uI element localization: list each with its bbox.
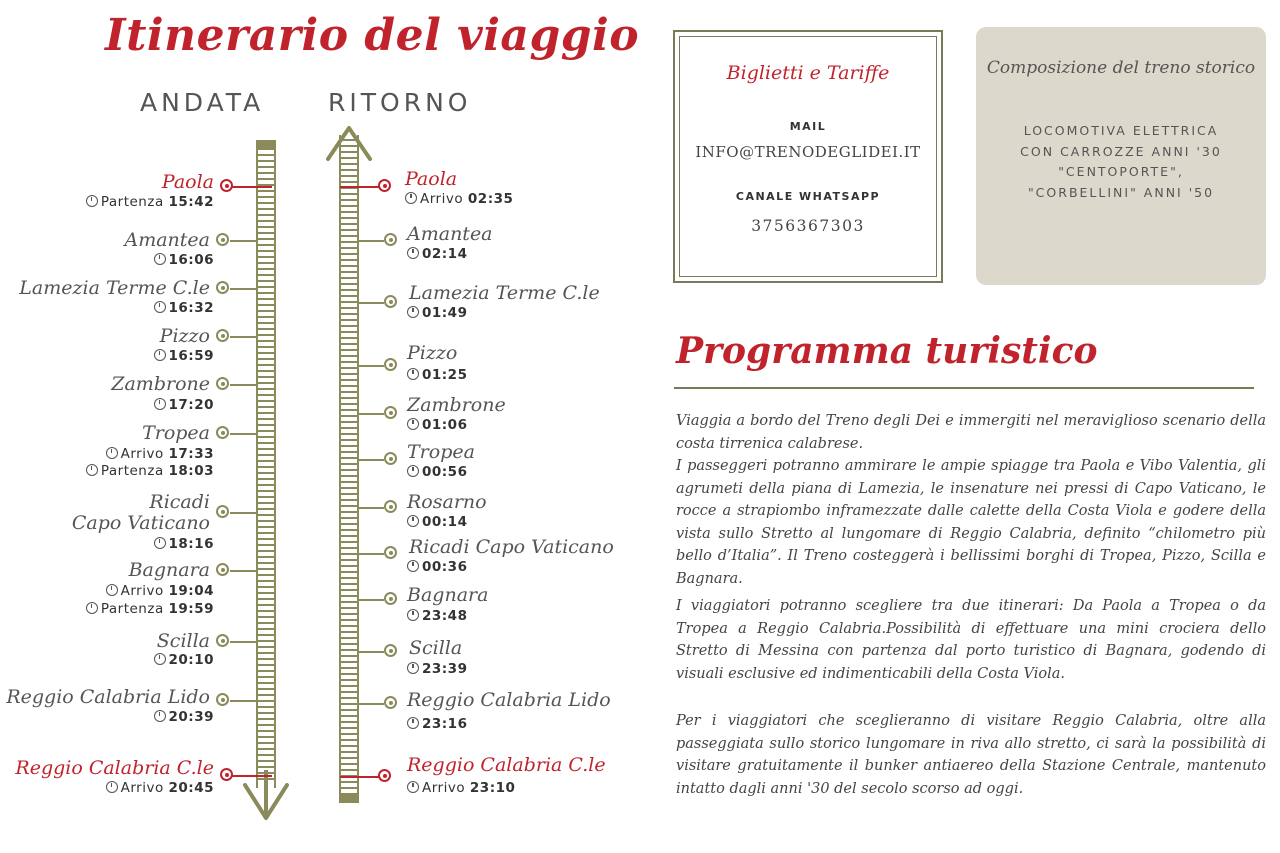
clock-icon xyxy=(407,306,419,318)
station-time: 01:06 xyxy=(407,417,467,433)
station-time: 16:06 xyxy=(154,252,214,268)
tickets-title: Biglietti e Tariffe xyxy=(726,62,890,84)
tickets-box xyxy=(673,30,943,283)
station-name: Reggio Calabria Lido xyxy=(6,686,210,708)
station-node xyxy=(384,546,397,559)
station-node xyxy=(216,329,229,342)
clock-icon xyxy=(407,781,419,793)
station-name: Reggio Calabria Lido xyxy=(407,689,611,711)
station-time: 18:16 xyxy=(154,536,214,552)
clock-icon xyxy=(407,662,419,674)
station-time: 20:10 xyxy=(154,652,214,668)
station-time: 23:48 xyxy=(407,608,467,624)
program-paragraph: I passeggeri potranno ammirare le ampie spiagge tra Paola e Vibo Valentia, gli agrumeti della piana di Lamezia, le insenature nei pressi di Capo Vaticano, le rocce a strapiombo inframezzate dalle calette della Costa Viola e godere della vista sullo Stretto al lungomare di Reggio Calabria, definito “chilometro più bello d’Italia”. Il Treno costeggerà i bellissimi borghi di Tropea, Pizzo, Scilla e Bagnara. xyxy=(676,458,1266,587)
program-divider xyxy=(674,387,1254,389)
clock-icon xyxy=(405,192,417,204)
station-name: Zambrone xyxy=(111,373,210,395)
program-paragraph: I viaggiatori potranno scegliere tra due itinerari: Da Paola a Tropea o da Tropea a Reggio Calabria.Possibilità di effettuare una mini crociera dello Stretto di Messina con partenza dal porto turistico di Bagnara, godendo di visuali esclusive ed indimenticabili della Costa Viola. xyxy=(676,598,1266,682)
station-name: Scilla xyxy=(156,630,210,652)
station-name: Rosarno xyxy=(407,491,487,513)
station-time: 02:14 xyxy=(407,246,467,262)
station-name: Bagnara xyxy=(407,584,489,606)
station-time: Partenza 15:42 xyxy=(86,194,214,210)
station-time: 01:49 xyxy=(407,305,467,321)
station-time: 01:25 xyxy=(407,367,467,383)
station-time: Arrivo 19:04 xyxy=(106,583,214,599)
station-name: Zambrone xyxy=(407,394,506,416)
station-name: Ricadi xyxy=(149,491,210,513)
station-name: Amantea xyxy=(407,223,493,245)
clock-icon xyxy=(106,584,118,596)
station-name: Reggio Calabria C.le xyxy=(15,757,214,779)
station-name: Paola xyxy=(161,171,214,193)
whatsapp-label: CANALE WHATSAPP xyxy=(735,190,881,203)
page-title: Itinerario del viaggio xyxy=(105,10,640,61)
station-name: Bagnara xyxy=(128,559,210,581)
station-node xyxy=(378,179,391,192)
clock-icon xyxy=(154,710,166,722)
station-node xyxy=(216,563,229,576)
station-name: Lamezia Terme C.le xyxy=(19,277,210,299)
station-name: Tropea xyxy=(142,422,210,444)
clock-icon xyxy=(154,253,166,265)
program-paragraph: Per i viaggiatori che sceglieranno di visitare Reggio Calabria, oltre alla passeggiata sullo storico lungomare in riva allo stretto, ci sarà la possibilità di visitare gratuitamente il bunker antiaereo della Stazione Centrale, mantenuto intatto dagli anni '30 del secolo scorso ad oggi. xyxy=(676,713,1266,797)
arrow-down-icon xyxy=(242,770,290,824)
clock-icon xyxy=(407,560,419,572)
station-time: 16:59 xyxy=(154,348,214,364)
station-name: Tropea xyxy=(407,441,475,463)
station-name: Amantea xyxy=(124,229,210,251)
station-time: Arrivo 23:10 xyxy=(407,780,515,796)
station-node xyxy=(216,281,229,294)
station-time: 00:56 xyxy=(407,464,467,480)
station-node xyxy=(216,233,229,246)
station-time: 00:14 xyxy=(407,514,467,530)
whatsapp-number[interactable]: 3756367303 xyxy=(751,217,865,235)
station-time: Partenza 19:59 xyxy=(86,601,214,617)
clock-icon xyxy=(407,465,419,477)
clock-icon xyxy=(86,195,98,207)
station-node xyxy=(384,452,397,465)
clock-icon xyxy=(407,368,419,380)
station-time: Arrivo 17:33 xyxy=(106,446,214,462)
composition-details: LOCOMOTIVA ELETTRICA CON CARROZZE ANNI '30 "CENTOPORTE", "CORBELLINI" ANNI '50 xyxy=(1020,123,1222,200)
station-node xyxy=(216,505,229,518)
clock-icon xyxy=(154,349,166,361)
mail-label: MAIL xyxy=(789,120,827,133)
composition-title: Composizione del treno storico xyxy=(986,58,1256,78)
email-link[interactable]: INFO@TRENODEGLIDEI.IT xyxy=(695,143,921,161)
station-time: 20:39 xyxy=(154,709,214,725)
station-name: Reggio Calabria C.le xyxy=(407,754,606,776)
andata-track xyxy=(254,140,278,830)
station-time: 16:32 xyxy=(154,300,214,316)
clock-icon xyxy=(86,602,98,614)
station-node xyxy=(384,644,397,657)
station-node xyxy=(220,179,233,192)
station-node xyxy=(384,696,397,709)
station-time: 00:36 xyxy=(407,559,467,575)
composition-box xyxy=(976,27,1266,285)
clock-icon xyxy=(154,653,166,665)
clock-icon xyxy=(106,781,118,793)
station-time: 23:16 xyxy=(407,716,467,732)
station-node xyxy=(216,634,229,647)
station-node xyxy=(216,377,229,390)
station-node xyxy=(384,295,397,308)
clock-icon xyxy=(407,418,419,430)
clock-icon xyxy=(106,447,118,459)
station-time: 23:39 xyxy=(407,661,467,677)
station-time: Arrivo 20:45 xyxy=(106,780,214,796)
station-node xyxy=(384,358,397,371)
station-name-line2: Capo Vaticano xyxy=(71,512,210,534)
program-title: Programma turistico xyxy=(676,330,1098,372)
clock-icon xyxy=(407,247,419,259)
ritorno-heading: RITORNO xyxy=(328,88,472,117)
station-node xyxy=(384,233,397,246)
station-node xyxy=(384,500,397,513)
clock-icon xyxy=(154,398,166,410)
clock-icon xyxy=(154,537,166,549)
station-name: Scilla xyxy=(409,637,463,659)
andata-heading: ANDATA xyxy=(140,88,265,117)
station-time: Partenza 18:03 xyxy=(86,463,214,479)
station-name: Lamezia Terme C.le xyxy=(409,282,600,304)
station-name: Ricadi Capo Vaticano xyxy=(409,536,614,558)
station-node xyxy=(216,426,229,439)
station-node xyxy=(384,406,397,419)
clock-icon xyxy=(154,301,166,313)
clock-icon xyxy=(407,717,419,729)
program-paragraph: Viaggia a bordo del Treno degli Dei e immergiti nel meraviglioso scenario della costa tirrenica calabrese. xyxy=(676,413,1266,452)
station-node xyxy=(216,693,229,706)
station-node xyxy=(220,768,233,781)
clock-icon xyxy=(407,609,419,621)
station-node xyxy=(384,592,397,605)
station-time: Arrivo 02:35 xyxy=(405,191,513,207)
station-node xyxy=(378,769,391,782)
clock-icon xyxy=(407,515,419,527)
station-name: Paola xyxy=(405,168,458,190)
clock-icon xyxy=(86,464,98,476)
station-name: Pizzo xyxy=(159,325,210,347)
station-time: 17:20 xyxy=(154,397,214,413)
station-name: Pizzo xyxy=(407,342,458,364)
